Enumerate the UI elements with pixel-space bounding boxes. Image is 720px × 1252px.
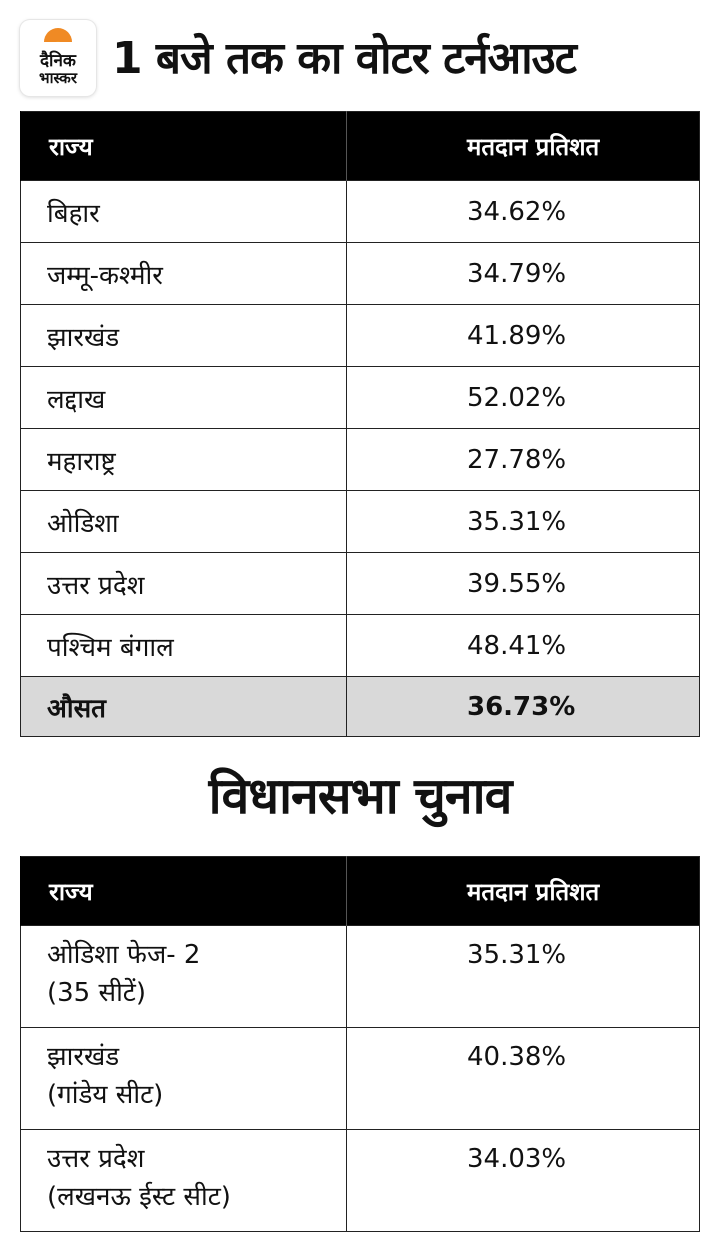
constituency-detail: (35 सीटें) bbox=[47, 978, 147, 1008]
average-row bbox=[21, 677, 700, 737]
constituency-detail: (लखनऊ ईस्ट सीट) bbox=[47, 1182, 231, 1212]
table-row bbox=[21, 429, 700, 491]
state-cell: उत्तर प्रदेश bbox=[21, 553, 347, 615]
table-row bbox=[21, 553, 700, 615]
header bbox=[0, 0, 720, 110]
percent-cell: 39.55% bbox=[347, 553, 700, 615]
constituency-name: ओडिशा फेज- 2 bbox=[47, 940, 201, 970]
percent-cell: 48.41% bbox=[347, 615, 700, 677]
state-cell: झारखंड bbox=[21, 305, 347, 367]
table-row bbox=[21, 243, 700, 305]
table-header-row bbox=[21, 857, 700, 926]
percent-cell: 52.02% bbox=[347, 367, 700, 429]
constituency-cell bbox=[21, 1130, 347, 1232]
assembly-table bbox=[20, 856, 700, 1232]
table-header-row bbox=[21, 112, 700, 181]
constituency-cell bbox=[21, 1028, 347, 1130]
state-cell: ओडिशा bbox=[21, 491, 347, 553]
table-row bbox=[21, 1028, 700, 1130]
constituency-name: उत्तर प्रदेश bbox=[47, 1144, 145, 1174]
table-row bbox=[21, 926, 700, 1028]
average-percent: 36.73% bbox=[347, 677, 700, 737]
table-row bbox=[21, 615, 700, 677]
logo-line2: भास्कर bbox=[39, 69, 77, 87]
percent-cell: 34.62% bbox=[347, 181, 700, 243]
percent-cell: 35.31% bbox=[347, 491, 700, 553]
assembly-section-title: विधानसभा चुनाव bbox=[208, 767, 512, 825]
state-cell: लद्दाख bbox=[21, 367, 347, 429]
constituency-detail: (गांडेय सीट) bbox=[47, 1080, 164, 1110]
header-percent: मतदान प्रतिशत bbox=[347, 857, 700, 926]
table-row bbox=[21, 367, 700, 429]
state-cell: जम्मू-कश्मीर bbox=[21, 243, 347, 305]
average-label: औसत bbox=[21, 677, 347, 737]
percent-cell: 40.38% bbox=[347, 1028, 700, 1130]
state-cell: महाराष्ट्र bbox=[21, 429, 347, 491]
logo-line1: दैनिक bbox=[40, 51, 76, 71]
header-percent: मतदान प्रतिशत bbox=[347, 112, 700, 181]
percent-cell: 34.79% bbox=[347, 243, 700, 305]
constituency-name: झारखंड bbox=[47, 1042, 120, 1072]
percent-cell: 27.78% bbox=[347, 429, 700, 491]
percent-cell: 34.03% bbox=[347, 1130, 700, 1232]
turnout-table bbox=[20, 111, 700, 737]
dainik-bhaskar-logo bbox=[20, 20, 96, 96]
page-title: 1 बजे तक का वोटर टर्नआउट bbox=[112, 33, 576, 84]
table-row bbox=[21, 1130, 700, 1232]
percent-cell: 35.31% bbox=[347, 926, 700, 1028]
constituency-cell bbox=[21, 926, 347, 1028]
percent-cell: 41.89% bbox=[347, 305, 700, 367]
table-row bbox=[21, 491, 700, 553]
header-state: राज्य bbox=[21, 857, 347, 926]
table-row bbox=[21, 181, 700, 243]
state-cell: पश्चिम बंगाल bbox=[21, 615, 347, 677]
table-row bbox=[21, 305, 700, 367]
state-cell: बिहार bbox=[21, 181, 347, 243]
header-state: राज्य bbox=[21, 112, 347, 181]
